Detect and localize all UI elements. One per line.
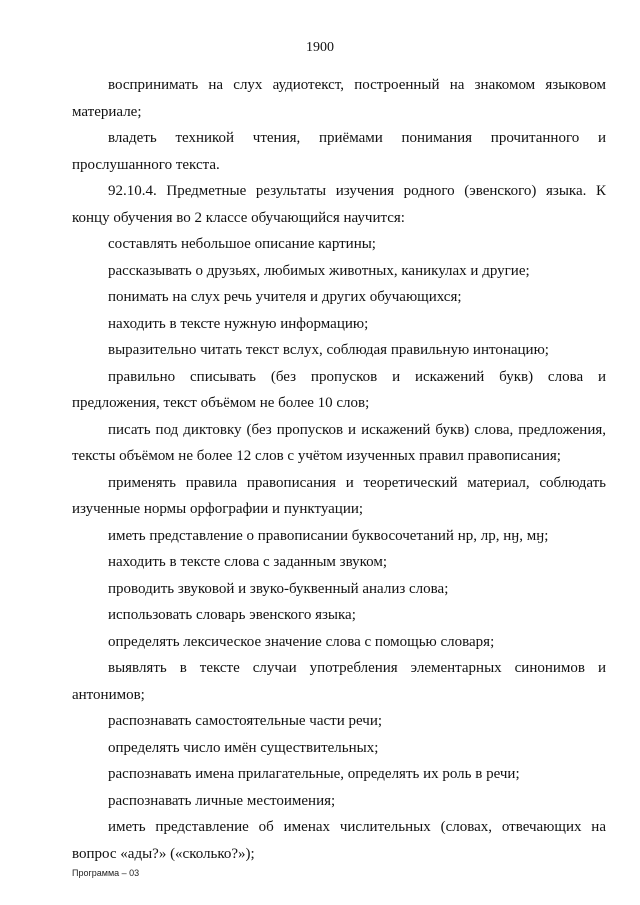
paragraph: выявлять в тексте случаи употребления элементарных синонимов и антонимов; [72,660,606,703]
paragraph: распознавать имена прилагательные, определять их роль в речи; [108,766,520,782]
paragraph: воспринимать на слух аудиотекст, построенный на знакомом языковом материале; [72,77,606,120]
paragraph: правильно списывать (без пропусков и искажений букв) слова и предложения, текст объёмом не более 10 слов; [72,368,606,411]
paragraph: писать под диктовку (без пропусков и искажений букв) слова, предложения, тексты объёмом не более 12 слов с учётом изученных правил правописания; [72,421,606,464]
paragraph: понимать на слух речь учителя и других обучающихся; [108,289,462,305]
paragraph: составлять небольшое описание картины; [108,236,376,252]
paragraph: находить в тексте нужную информацию; [108,315,369,332]
paragraph: владеть техникой чтения, приёмами понимания прочитанного и прослушанного текста. [72,130,606,173]
paragraph: 92.10.4. Предметные результаты изучения родного (эвенского) языка. К концу обучения во 2 классе обучающийся научится: [72,183,606,226]
paragraph: иметь представление о правописании буквосочетаний нр, лр, нӈ, мӈ; [108,527,549,544]
page-footer: Программа – 03 [72,868,140,878]
paragraph: проводить звуковой и звуко-буквенный анализ слова; [108,580,449,597]
paragraph: определять число имён существительных; [108,739,379,756]
page-number: 1900 [306,40,334,55]
paragraph: иметь представление об именах числительных (словах, отвечающих на вопрос «ады?» («сколько?»); [72,819,606,862]
document-body [72,72,606,867]
paragraph: рассказывать о друзьях, любимых животных, каникулах и другие; [108,262,530,279]
paragraph: выразительно читать текст вслух, соблюдая правильную интонацию; [108,342,549,358]
paragraph: применять правила правописания и теоретический материал, соблюдать изученные нормы орфографии и пунктуации; [72,474,606,517]
paragraph: распознавать самостоятельные части речи; [108,713,383,729]
paragraph: использовать словарь эвенского языка; [108,607,356,623]
paragraph: распознавать личные местоимения; [108,792,336,809]
paragraph: находить в тексте слова с заданным звуком; [108,554,388,570]
paragraph: определять лексическое значение слова с помощью словаря; [108,633,495,650]
